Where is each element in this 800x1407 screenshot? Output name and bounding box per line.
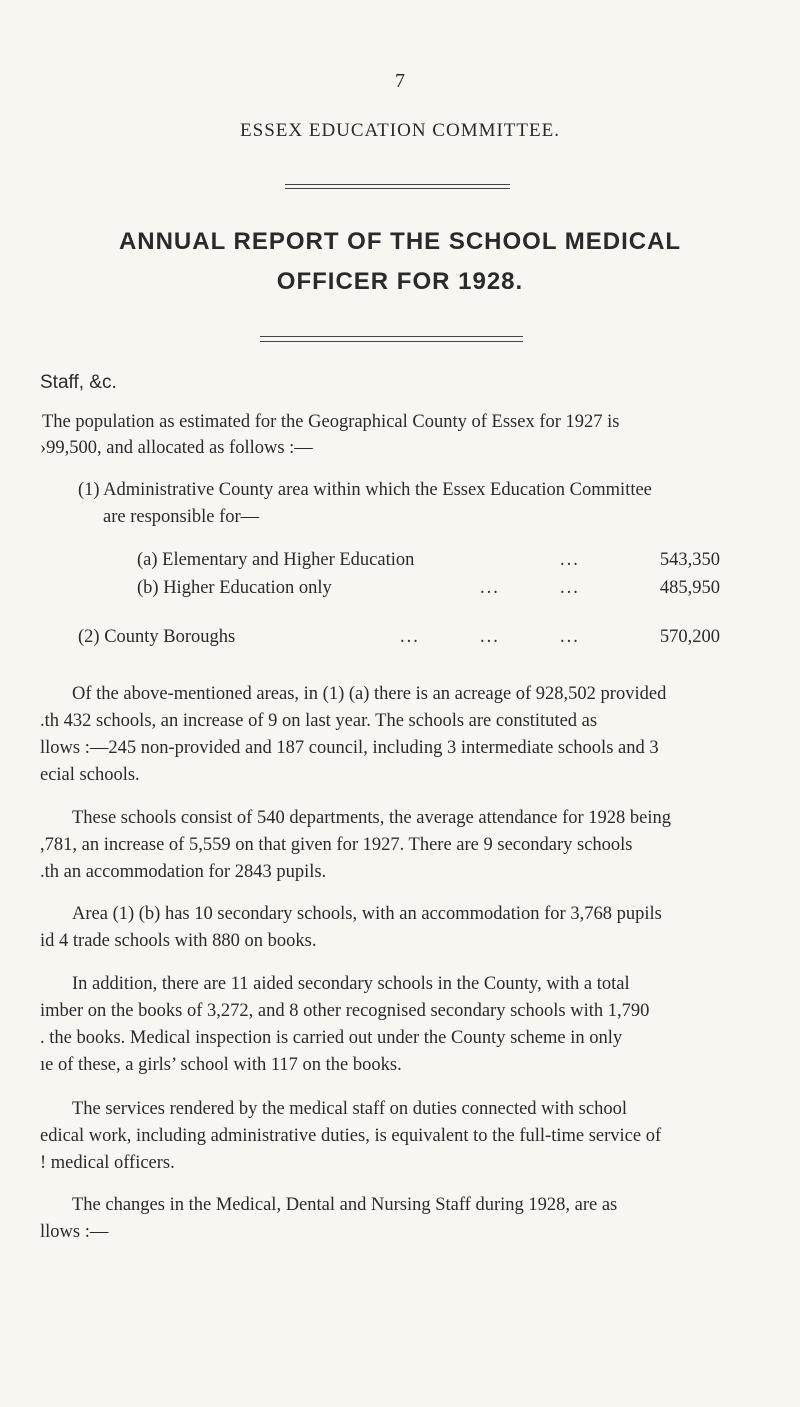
report-title-line-2: OFFICER FOR 1928. [276, 268, 524, 295]
item-1b-value: 485,950 [659, 578, 720, 598]
paragraph-1-line-2: .th 432 schools, an increase of 9 on last year. The schools are constituted as [40, 711, 598, 731]
paragraph-6-line-1: The changes in the Medical, Dental and Nursing Staff during 1928, are as [72, 1195, 618, 1215]
item-1-line-1: (1) Administrative County area within which the Essex Education Committee [78, 480, 652, 500]
paragraph-1-line-4: ecial schools. [40, 765, 140, 785]
leader-dots: ... [560, 627, 580, 647]
divider-bottom-2 [260, 341, 523, 342]
report-title-line-1: ANNUAL REPORT OF THE SCHOOL MEDICAL [118, 228, 682, 255]
intro-line-1: The population as estimated for the Geographical County of Essex for 1927 is [42, 412, 620, 432]
paragraph-1-line-1: Of the above-mentioned areas, in (1) (a) there is an acreage of 928,502 provided [72, 684, 667, 704]
paragraph-4-line-4: ıe of these, a girls’ school with 117 on the books. [40, 1055, 402, 1075]
leader-dots: ... [480, 627, 500, 647]
section-heading: Staff, &c. [40, 372, 117, 393]
divider-top-2 [285, 188, 510, 189]
paragraph-5-line-3: ! medical officers. [40, 1153, 175, 1173]
intro-line-2: ›99,500, and allocated as follows :— [40, 438, 313, 458]
item-1a-value: 543,350 [659, 550, 720, 570]
divider-top [285, 184, 510, 185]
paragraph-4-line-2: imber on the books of 3,272, and 8 other recognised secondary schools with 1,790 [40, 1001, 650, 1021]
paragraph-3-line-1: Area (1) (b) has 10 secondary schools, with an accommodation for 3,768 pupils [72, 904, 662, 924]
paragraph-5-line-1: The services rendered by the medical staff on duties connected with school [72, 1099, 627, 1119]
item-1b-label: (b) Higher Education only [137, 578, 332, 598]
leader-dots: ... [560, 550, 580, 570]
paragraph-2-line-1: These schools consist of 540 departments, the average attendance for 1928 being [72, 808, 672, 828]
paragraph-2-line-2: ,781, an increase of 5,559 on that given for 1927. There are 9 secondary schools [40, 835, 633, 855]
paragraph-4-line-1: In addition, there are 11 aided secondary schools in the County, with a total [72, 974, 630, 994]
item-2-label: (2) County Boroughs [78, 627, 236, 647]
item-1a-label: (a) Elementary and Higher Education [137, 550, 415, 570]
committee-heading: ESSEX EDUCATION COMMITTEE. [240, 120, 560, 141]
leader-dots: ... [480, 578, 500, 598]
paragraph-6-line-2: llows :— [40, 1222, 109, 1242]
paragraph-3-line-2: id 4 trade schools with 880 on books. [40, 931, 317, 951]
divider-bottom [260, 336, 523, 337]
item-2-value: 570,200 [659, 627, 720, 647]
paragraph-4-line-3: . the books. Medical inspection is carried out under the County scheme in only [40, 1028, 623, 1048]
leader-dots: ... [400, 627, 420, 647]
paragraph-5-line-2: edical work, including administrative duties, is equivalent to the full-time service of [40, 1126, 662, 1146]
item-1-line-2: are responsible for— [103, 507, 260, 527]
paragraph-1-line-3: llows :—245 non-provided and 187 council, including 3 intermediate schools and 3 [40, 738, 659, 758]
leader-dots: ... [560, 578, 580, 598]
paragraph-2-line-3: .th an accommodation for 2843 pupils. [40, 862, 327, 882]
page-number: 7 [395, 70, 405, 92]
